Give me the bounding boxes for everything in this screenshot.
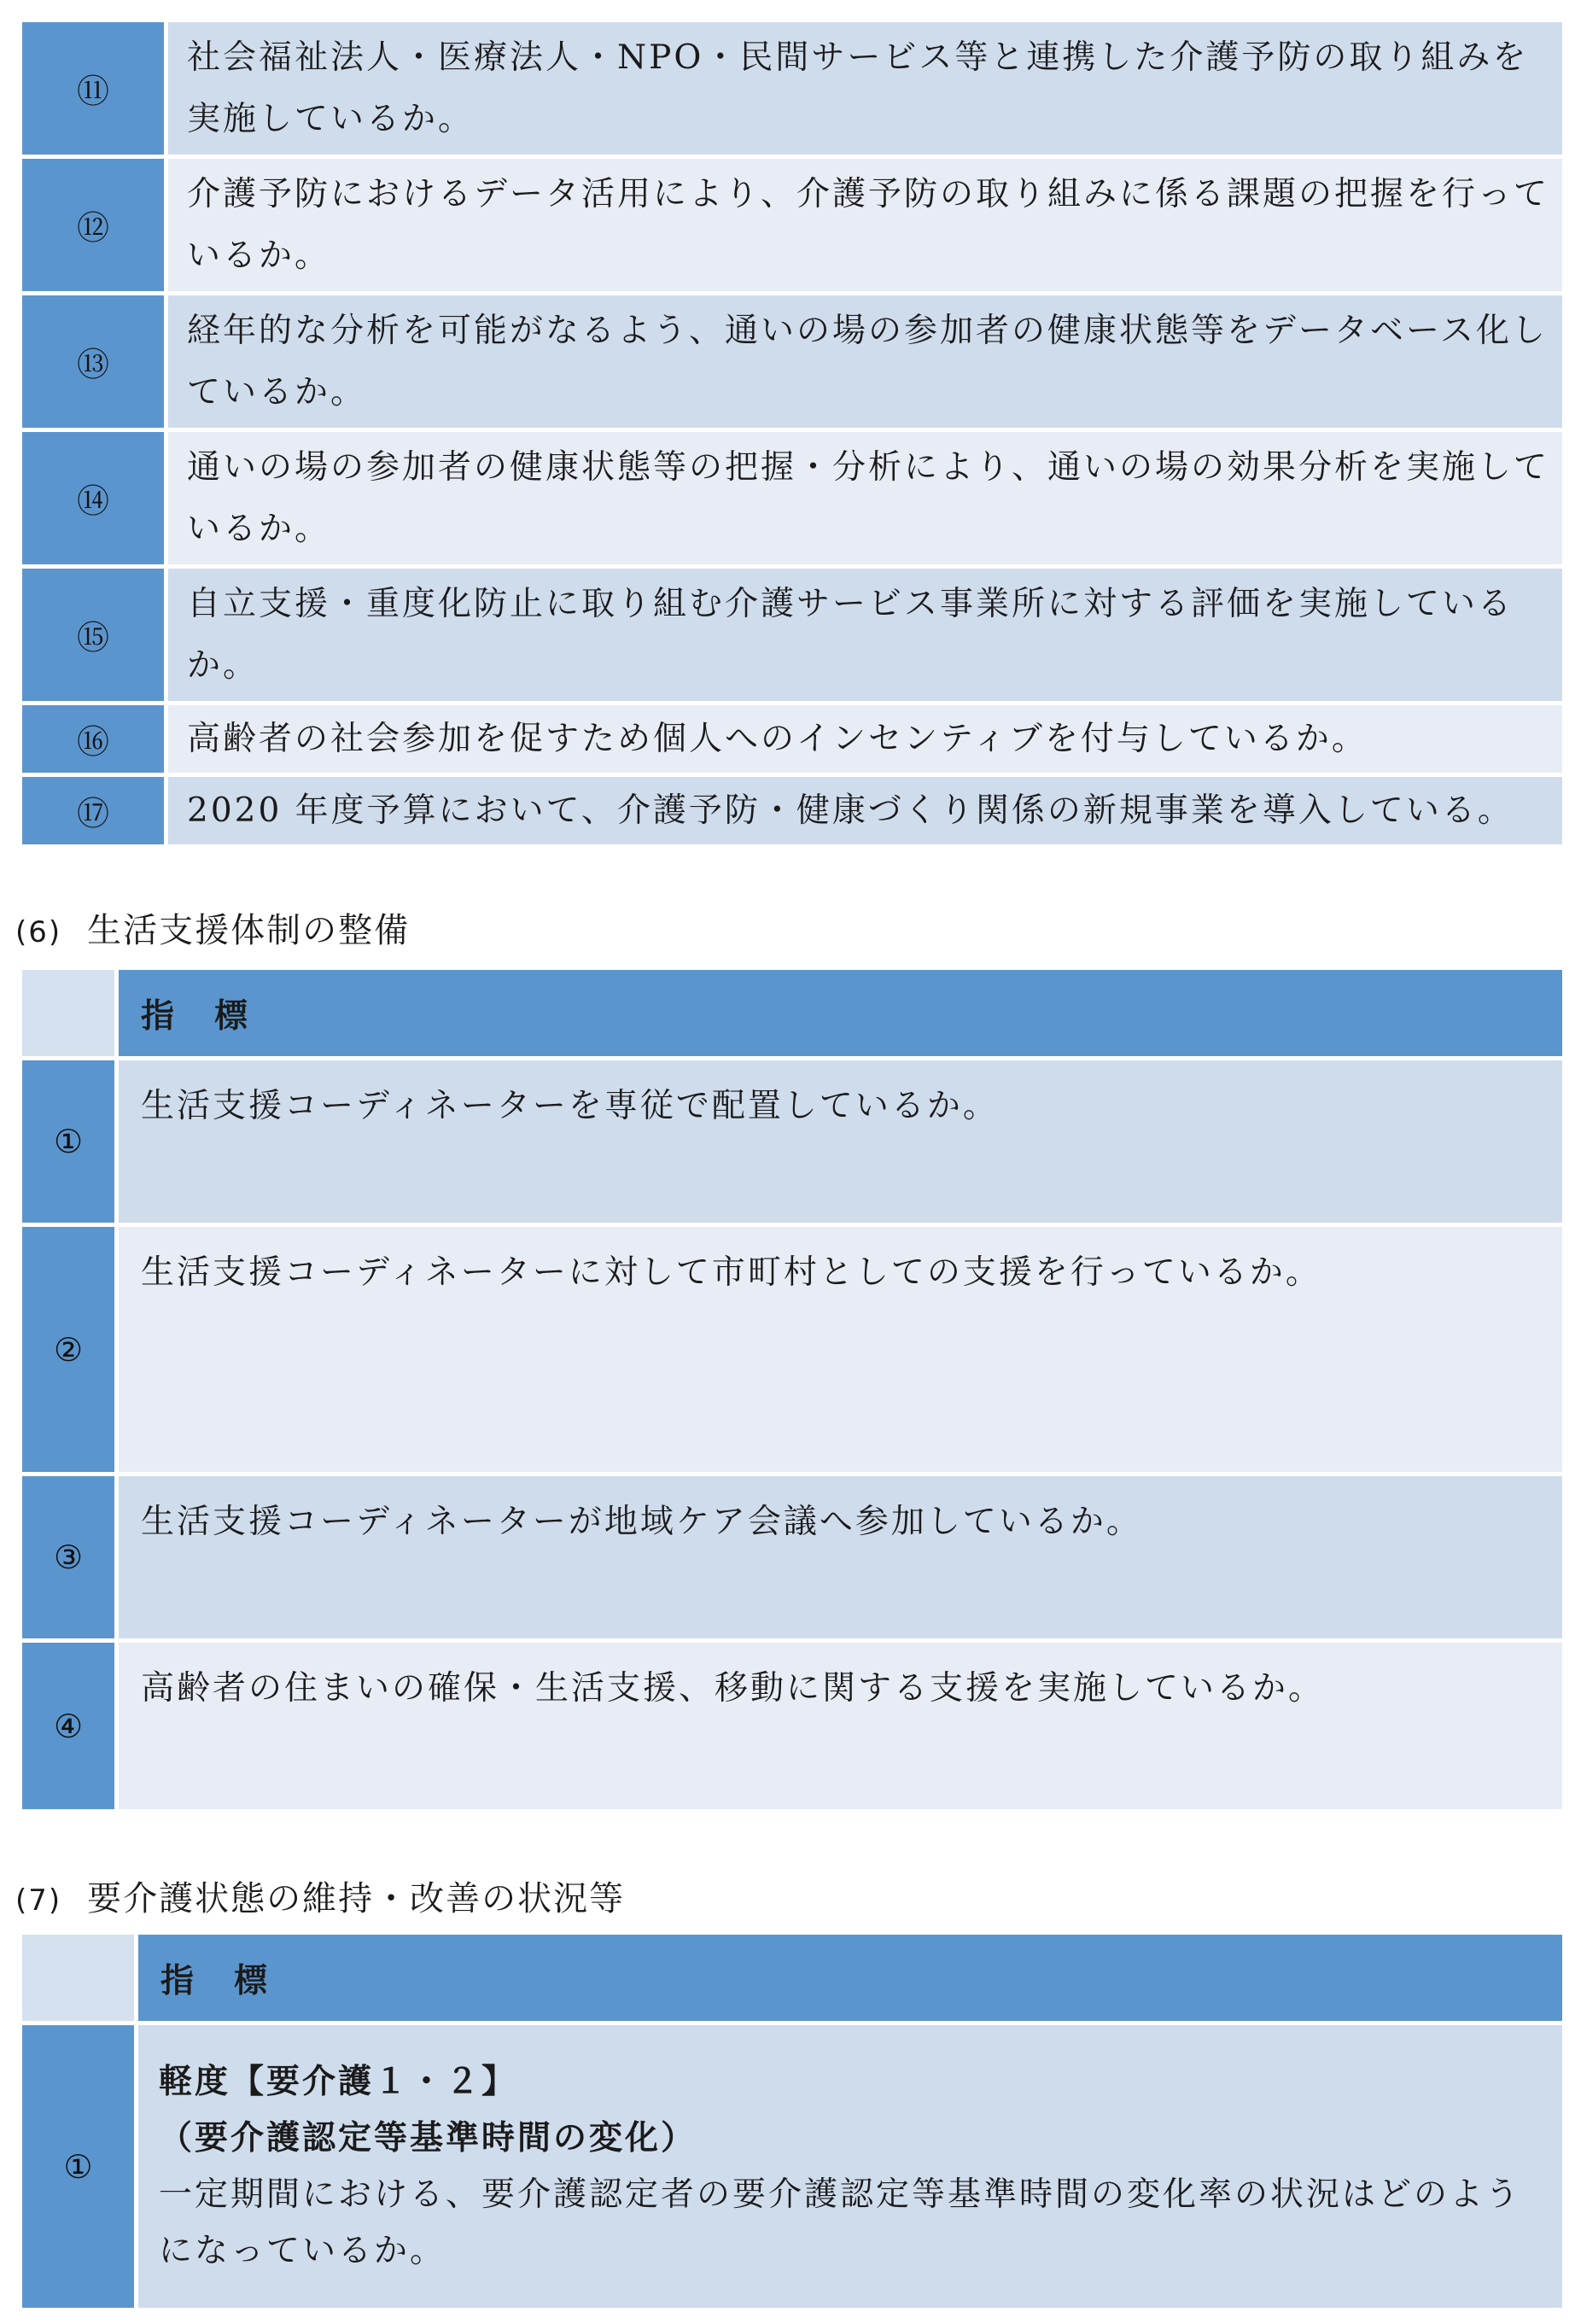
table-header-row [22,970,1562,1060]
indicator-category: 軽度【要介護１・２】 [159,2062,518,2101]
indicator-table-section-6 [22,970,1562,1813]
table-row [22,22,1562,159]
row-number: ⑯ [22,705,168,777]
table-header-row [22,1935,1562,2025]
table-row [22,159,1562,295]
table-row [22,1476,1562,1643]
indicator-text: 介護予防におけるデータ活用により、介護予防の取り組みに係る課題の把握を行っているか。 [168,159,1562,295]
indicator-text: 生活支援コーディネーターを専従で配置しているか。 [119,1060,1562,1227]
indicator-table-section-7 [22,1935,1562,2312]
indicator-text: 自立支援・重度化防止に取り組む介護サービス事業所に対する評価を実施しているか。 [168,569,1562,705]
row-number: ⑪ [22,22,168,159]
row-number: ⑮ [22,569,168,705]
indicator-text: 社会福祉法人・医療法人・NPO・民間サービス等と連携した介護予防の取り組みを実施しているか。 [168,22,1562,159]
indicator-text: 生活支援コーディネーターに対して市町村としての支援を行っているか。 [119,1227,1562,1476]
section-title: 生活支援体制の整備 [87,911,411,950]
row-number: ⑫ [22,159,168,295]
table-row [22,1060,1562,1227]
row-number: ⑰ [22,777,168,849]
indicator-subtitle: （要介護認定等基準時間の変化） [159,2118,697,2158]
section-number: (6) [15,915,62,949]
table-row [22,569,1562,705]
row-number: ④ [22,1643,119,1813]
indicator-text: 2020 年度予算において、介護予防・健康づくり関係の新規事業を導入している。 [168,777,1562,849]
table-row [22,1227,1562,1476]
indicator-table-continued [22,22,1562,849]
table-row [22,2025,1562,2312]
row-number: ① [22,2025,138,2312]
indicator-text: 経年的な分析を可能がなるよう、通いの場の参加者の健康状態等をデータベース化しているか。 [168,295,1562,432]
section-number: (7) [15,1883,62,1918]
header-blank-cell [22,1935,138,2025]
indicator-text: 一定期間における、要介護認定者の要介護認定等基準時間の変化率の状況はどのようになっているか。 [159,2175,1522,2270]
row-number: ② [22,1227,119,1476]
indicator-text: 高齢者の住まいの確保・生活支援、移動に関する支援を実施しているか。 [119,1643,1562,1813]
indicator-text: 高齢者の社会参加を促すため個人へのインセンティブを付与しているか。 [168,705,1562,777]
table-row [22,432,1562,569]
indicator-cell [138,2025,1562,2312]
section-7-heading [15,1871,625,1920]
row-number: ⑭ [22,432,168,569]
section-6-heading [15,903,410,952]
row-number: ⑬ [22,295,168,432]
table-row [22,705,1562,777]
column-header-indicator: 指 標 [119,970,1562,1060]
table-row [22,295,1562,432]
indicator-text: 通いの場の参加者の健康状態等の把握・分析により、通いの場の効果分析を実施しているか。 [168,432,1562,569]
row-number: ③ [22,1476,119,1643]
section-title: 要介護状態の維持・改善の状況等 [87,1879,626,1918]
header-blank-cell [22,970,119,1060]
indicator-text: 生活支援コーディネーターが地域ケア会議へ参加しているか。 [119,1476,1562,1643]
column-header-indicator: 指 標 [138,1935,1562,2025]
table-row [22,1643,1562,1813]
row-number: ① [22,1060,119,1227]
table-row [22,777,1562,849]
